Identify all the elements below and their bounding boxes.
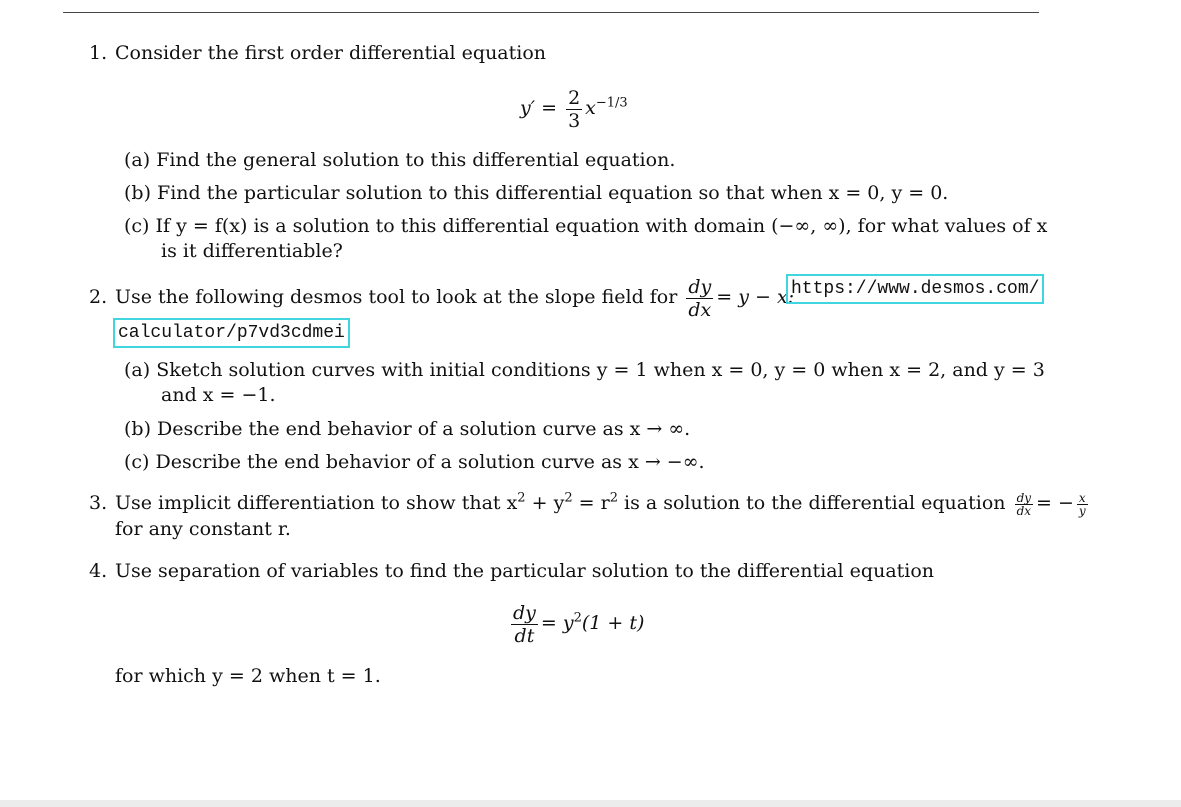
eq-exponent: −1/3 xyxy=(595,95,628,111)
part-label: (b) xyxy=(124,182,151,204)
fraction-numerator: x xyxy=(1078,490,1086,505)
eq-variable: x xyxy=(585,97,596,119)
question-text-b: + y xyxy=(525,492,565,514)
q1-part-c xyxy=(124,214,1047,238)
question-text: Consider the first order differential equation xyxy=(115,42,547,64)
derivative-fraction xyxy=(1015,492,1033,517)
question-4-closing xyxy=(115,664,381,688)
part-text: is it differentiable? xyxy=(161,240,343,262)
exponent: 2 xyxy=(609,490,618,506)
top-rule xyxy=(63,12,1039,13)
part-text: Sketch solution curves with initial conditions y = 1 when x = 0, y = 0 when x = 2, and y = 3 xyxy=(156,359,1045,381)
question-text: for any constant r. xyxy=(115,518,291,540)
q1-part-a xyxy=(124,148,675,172)
fraction-denominator: 3 xyxy=(568,109,581,132)
question-3-line1 xyxy=(89,488,1091,518)
question-3-line2 xyxy=(115,517,291,541)
fraction-denominator: y xyxy=(1078,503,1086,518)
q4-equation xyxy=(508,598,644,648)
part-label: (c) xyxy=(124,215,150,237)
question-number: 3. xyxy=(89,492,108,514)
fraction-numerator: 2 xyxy=(568,86,581,109)
part-text: Find the particular solution to this differential equation so that when x = 0, y = 0. xyxy=(157,182,949,204)
q1-equation xyxy=(520,84,628,132)
part-text: If y = f(x) is a solution to this differential equation with domain (−∞, ∞), for what values of x xyxy=(155,215,1048,237)
exponent: 2 xyxy=(564,490,573,506)
bottom-band xyxy=(0,800,1181,807)
part-label: (c) xyxy=(124,451,150,473)
desmos-link-part2[interactable] xyxy=(113,318,350,348)
part-label: (a) xyxy=(124,359,151,381)
exponent: 2 xyxy=(517,490,526,506)
ratio-fraction xyxy=(1077,492,1088,517)
question-text-c: = r xyxy=(572,492,610,514)
eq-fraction xyxy=(566,87,582,132)
fraction-numerator: dy xyxy=(1016,490,1032,505)
q2-part-a-continued xyxy=(161,383,276,407)
part-text: and x = −1. xyxy=(161,384,276,406)
derivative-fraction xyxy=(511,602,538,647)
part-label: (b) xyxy=(124,418,151,440)
slope-equation-rhs: = y − x: xyxy=(716,286,795,308)
equation-rhs-b: (1 + t) xyxy=(581,612,645,634)
equation-middle: = − xyxy=(1036,492,1074,514)
q2-part-c xyxy=(124,450,705,474)
exponent: 2 xyxy=(573,610,582,626)
fraction-numerator: dy xyxy=(513,601,536,624)
question-text: for which y = 2 when t = 1. xyxy=(115,665,381,687)
q1-part-b xyxy=(124,181,948,205)
fraction-numerator: dy xyxy=(688,275,712,298)
question-text: Use the following desmos tool to look at the slope field for xyxy=(115,286,678,308)
eq-lhs: y′ = xyxy=(520,97,558,119)
question-number: 1. xyxy=(89,42,108,64)
q2-part-a xyxy=(124,358,1045,382)
slope-fraction xyxy=(686,276,713,321)
question-number: 4. xyxy=(89,560,108,582)
question-text: Use separation of variables to find the particular solution to the differential equation xyxy=(115,560,935,582)
question-text-a: Use implicit differentiation to show that x xyxy=(115,492,518,514)
part-label: (a) xyxy=(124,149,151,171)
fraction-denominator: dx xyxy=(688,298,712,321)
part-text: Find the general solution to this differential equation. xyxy=(156,149,676,171)
fraction-denominator: dt xyxy=(514,624,535,647)
link-text[interactable]: https://www.desmos.com/ xyxy=(786,274,1044,304)
q1-part-c-continued xyxy=(161,239,343,263)
equation-rhs-a: = y xyxy=(540,612,574,634)
question-number: 2. xyxy=(89,286,108,308)
part-text: Describe the end behavior of a solution curve as x → ∞. xyxy=(157,418,691,440)
question-text-d: is a solution to the differential equation xyxy=(617,492,1006,514)
link-text[interactable]: calculator/p7vd3cdmei xyxy=(113,318,350,348)
fraction-denominator: dx xyxy=(1016,503,1032,518)
question-2-intro xyxy=(89,272,794,322)
q2-part-b xyxy=(124,417,690,441)
question-4-intro xyxy=(89,559,934,583)
part-text: Describe the end behavior of a solution curve as x → −∞. xyxy=(155,451,705,473)
question-1-intro xyxy=(89,41,546,65)
desmos-link-part1[interactable] xyxy=(786,274,1044,304)
